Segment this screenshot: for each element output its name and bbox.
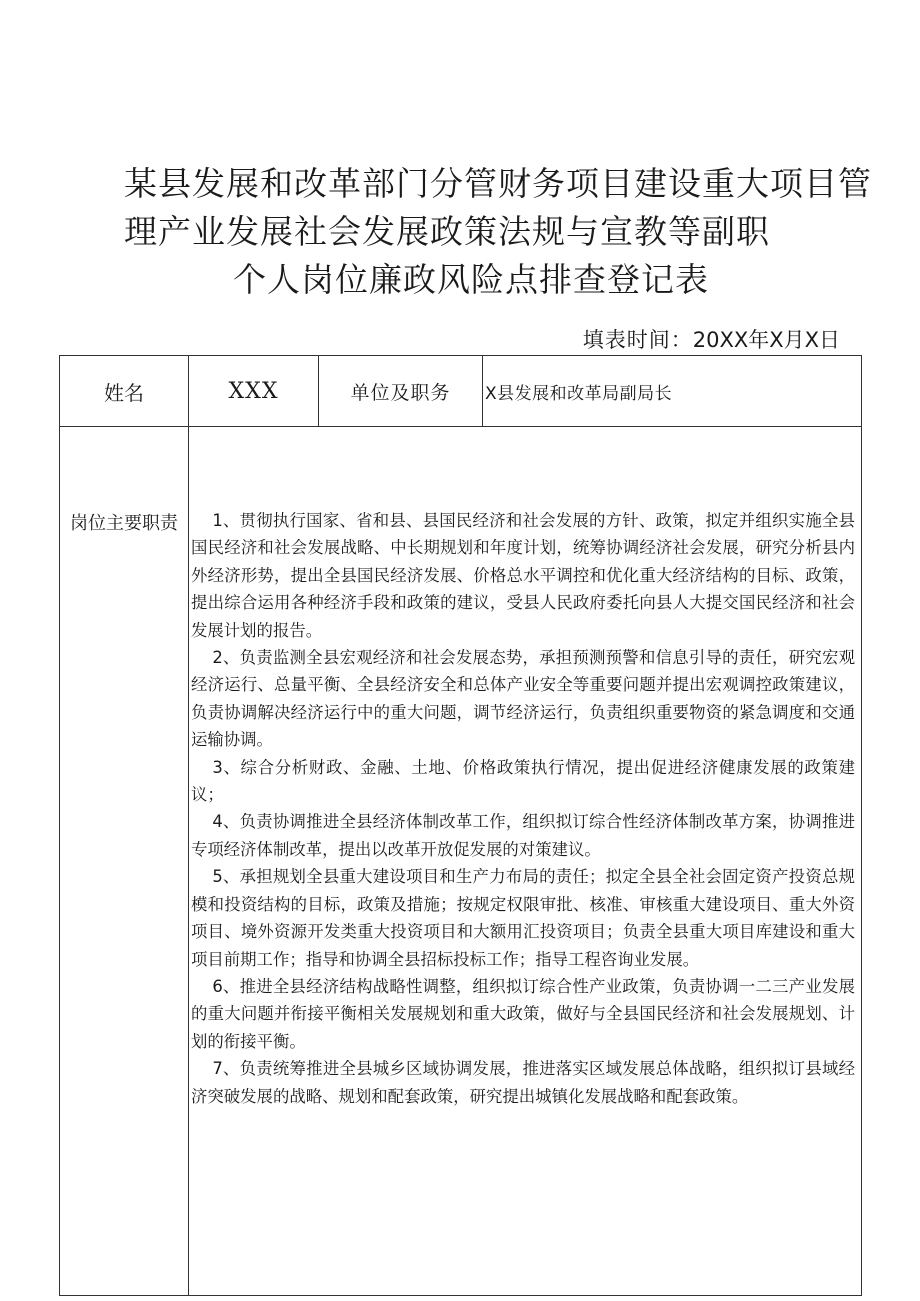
duty-item: 5、承担规划全县重大建设项目和生产力布局的责任；拟定全县全社会固定资产投资总规模和投资结构的目标，政策及措施；按规定权限审批、核准、审核重大建设项目、重大外资项目、境外资源开发类重大投资项目和大额用汇投资项目；负责全县重大项目库建设和重大项目前期工作；指导和协调全县招标投标工作；指导工程咨询业发展。 bbox=[191, 867, 855, 969]
unit-position-label: 单位及职务 bbox=[319, 356, 483, 427]
duty-item: 1、贯彻执行国家、省和县、县国民经济和社会发展的方针、政策，拟定并组织实施全县国民经济和社会发展战略、中长期规划和年度计划，统筹协调经济社会发展，研究分析县内外经济形势，提出全县国民经济发展、价格总水平调控和优化重大经济结构的目标、政策，提出综合运用各种经济手段和政策的建议，受县人民政府委托向县人大提交国民经济和社会发展计划的报告。 bbox=[191, 511, 855, 640]
name-label: 姓名 bbox=[60, 356, 189, 427]
fill-date-value: 20XX年X月X日 bbox=[692, 328, 840, 352]
duty-item: 3、综合分析财政、金融、土地、价格政策执行情况，提出促进经济健康发展的政策建议； bbox=[191, 757, 855, 805]
unit-position-value: X县发展和改革局副局长 bbox=[483, 356, 862, 427]
table-row-basic-info bbox=[60, 356, 862, 427]
fill-date-label: 填表时间： bbox=[582, 328, 693, 352]
duties-content bbox=[189, 427, 862, 1296]
table-row-duties bbox=[60, 427, 862, 1296]
title-line-2: 理产业发展社会发展政策法规与宣教等副职 bbox=[124, 212, 770, 251]
name-value: XXX bbox=[189, 356, 319, 427]
title-line-3: 个人岗位廉政风险点排查登记表 bbox=[233, 260, 709, 299]
duty-item: 2、负责监测全县宏观经济和社会发展态势，承担预测预警和信息引导的责任，研究宏观经济运行、总量平衡、全县经济安全和总体产业安全等重要问题并提出宏观调控政策建议，负责协调解决经济运行中的重大问题，调节经济运行，负责组织重要物资的紧急调度和交通运输协调。 bbox=[191, 648, 855, 750]
duty-item: 6、推进全县经济结构战略性调整，组织拟订综合性产业政策，负责协调一二三产业发展的重大问题并衔接平衡相关发展规划和重大政策，做好与全县国民经济和社会发展规划、计划的衔接平衡。 bbox=[191, 976, 855, 1051]
duty-item: 7、负责统筹推进全县城乡区域协调发展，推进落实区域发展总体战略，组织拟订县域经济突破发展的战略、规划和配套政策，研究提出城镇化发展战略和配套政策。 bbox=[191, 1059, 855, 1106]
title-line-1: 某县发展和改革部门分管财务项目建设重大项目管 bbox=[124, 164, 872, 203]
duties-label: 岗位主要职责 bbox=[60, 427, 189, 1296]
fill-date bbox=[583, 326, 840, 354]
duty-item: 4、负责协调推进全县经济体制改革工作，组织拟订综合性经济体制改革方案，协调推进专项经济体制改革，提出以改革开放促发展的对策建议。 bbox=[191, 812, 855, 859]
registration-table bbox=[59, 355, 862, 1296]
